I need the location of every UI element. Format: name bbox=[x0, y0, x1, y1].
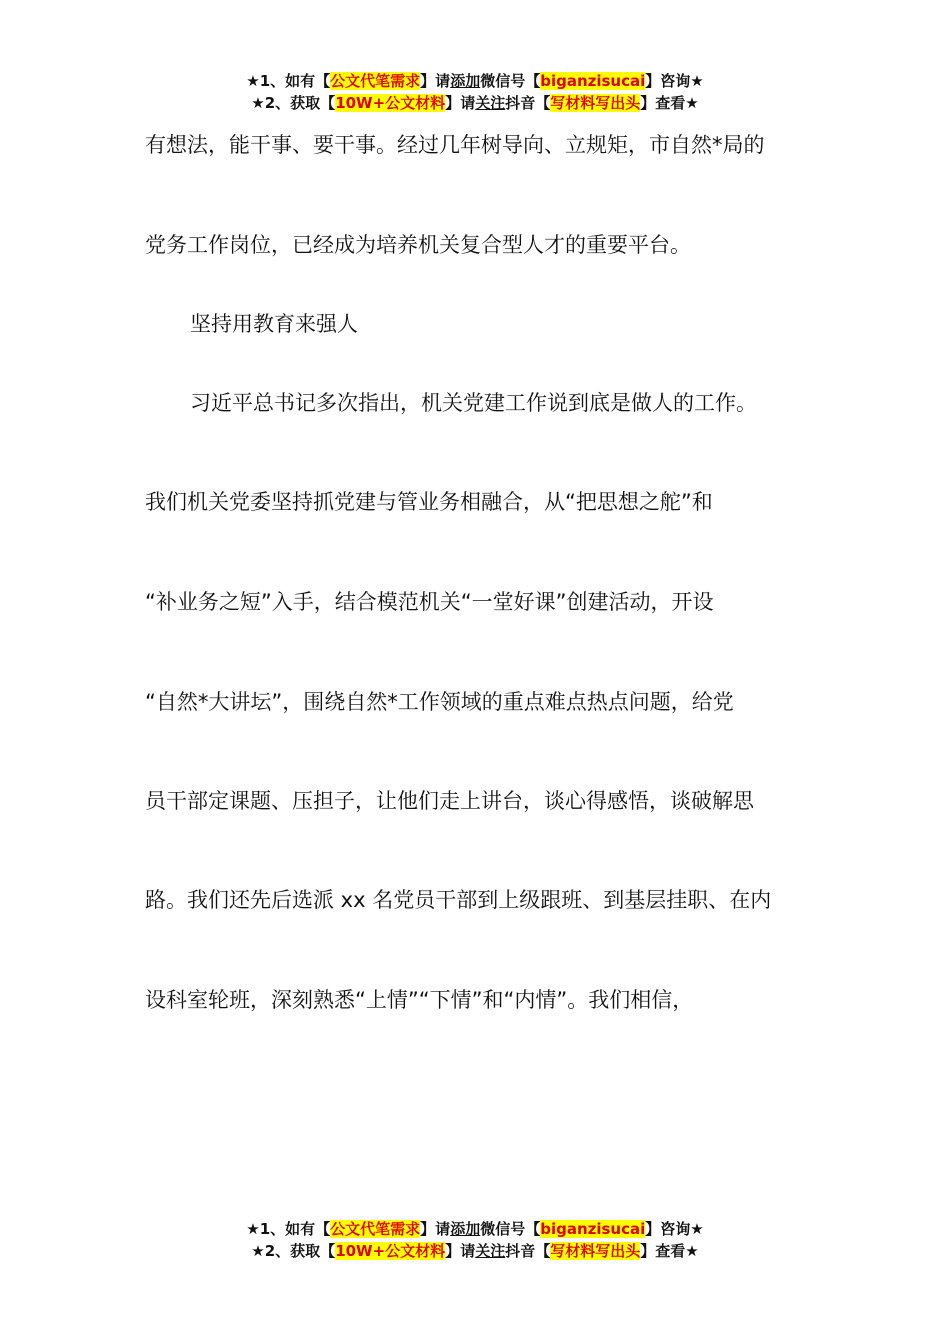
banner-text: ★2、获取【 bbox=[251, 94, 336, 112]
banner-text: ★1、如有【 bbox=[246, 72, 331, 90]
section-heading: 坚持用教育来强人 bbox=[190, 312, 358, 336]
body-line: 设科室轮班，深刻熟悉“上情”“下情”和“内情”。我们相信， bbox=[145, 988, 694, 1012]
body-line: 习近平总书记多次指出，机关党建工作说到底是做人的工作。 bbox=[190, 391, 757, 415]
highlight-text: 写材料写出头 bbox=[550, 94, 641, 112]
banner-text: 微信号【 bbox=[480, 1220, 541, 1238]
footer-banner bbox=[0, 1218, 950, 1262]
banner-text: ★2、获取【 bbox=[251, 1242, 336, 1260]
banner-text: 】查看★ bbox=[640, 94, 699, 112]
banner-text: 】咨询★ bbox=[645, 1220, 704, 1238]
highlight-text: biganzisucai bbox=[540, 1220, 646, 1238]
banner-line-2 bbox=[0, 1240, 950, 1262]
highlight-text: biganzisucai bbox=[540, 72, 646, 90]
banner-text: 抖音【 bbox=[505, 1242, 551, 1260]
banner-text: 】请 bbox=[420, 72, 451, 90]
body-line: 员干部定课题、压担子，让他们走上讲台，谈心得感悟，谈破解思 bbox=[145, 789, 754, 813]
banner-text: 】查看★ bbox=[640, 1242, 699, 1260]
body-line: “补业务之短”入手，结合模范机关“一堂好课”创建活动，开设 bbox=[145, 590, 714, 614]
body-line: 路。我们还先后选派 xx 名党员干部到上级跟班、到基层挂职、在内 bbox=[145, 888, 772, 912]
highlight-text: 公文代笔需求 bbox=[330, 72, 421, 90]
underlined-text: 关注 bbox=[475, 94, 506, 112]
highlight-text: 10W+公文材料 bbox=[335, 1242, 446, 1260]
banner-text: 】请 bbox=[420, 1220, 451, 1238]
banner-line-2 bbox=[0, 92, 950, 114]
header-banner bbox=[0, 70, 950, 114]
body-line: 我们机关党委坚持抓党建与管业务相融合，从“把思想之舵”和 bbox=[145, 490, 713, 514]
underlined-text: 添加 bbox=[450, 72, 481, 90]
highlight-text: 写材料写出头 bbox=[550, 1242, 641, 1260]
banner-text: 】请 bbox=[445, 1242, 476, 1260]
underlined-text: 关注 bbox=[475, 1242, 506, 1260]
banner-text: 微信号【 bbox=[480, 72, 541, 90]
banner-text: 】请 bbox=[445, 94, 476, 112]
banner-text: 】咨询★ bbox=[645, 72, 704, 90]
banner-line-1 bbox=[0, 1218, 950, 1240]
highlight-text: 10W+公文材料 bbox=[335, 94, 446, 112]
body-line: 党务工作岗位，已经成为培养机关复合型人才的重要平台。 bbox=[145, 233, 691, 257]
banner-text: ★1、如有【 bbox=[246, 1220, 331, 1238]
body-line: “自然*大讲坛”，围绕自然*工作领域的重点难点热点问题，给党 bbox=[145, 690, 734, 714]
underlined-text: 添加 bbox=[450, 1220, 481, 1238]
banner-text: 抖音【 bbox=[505, 94, 551, 112]
banner-line-1 bbox=[0, 70, 950, 92]
highlight-text: 公文代笔需求 bbox=[330, 1220, 421, 1238]
body-line: 有想法，能干事、要干事。经过几年树导向、立规矩，市自然*局的 bbox=[145, 133, 765, 157]
